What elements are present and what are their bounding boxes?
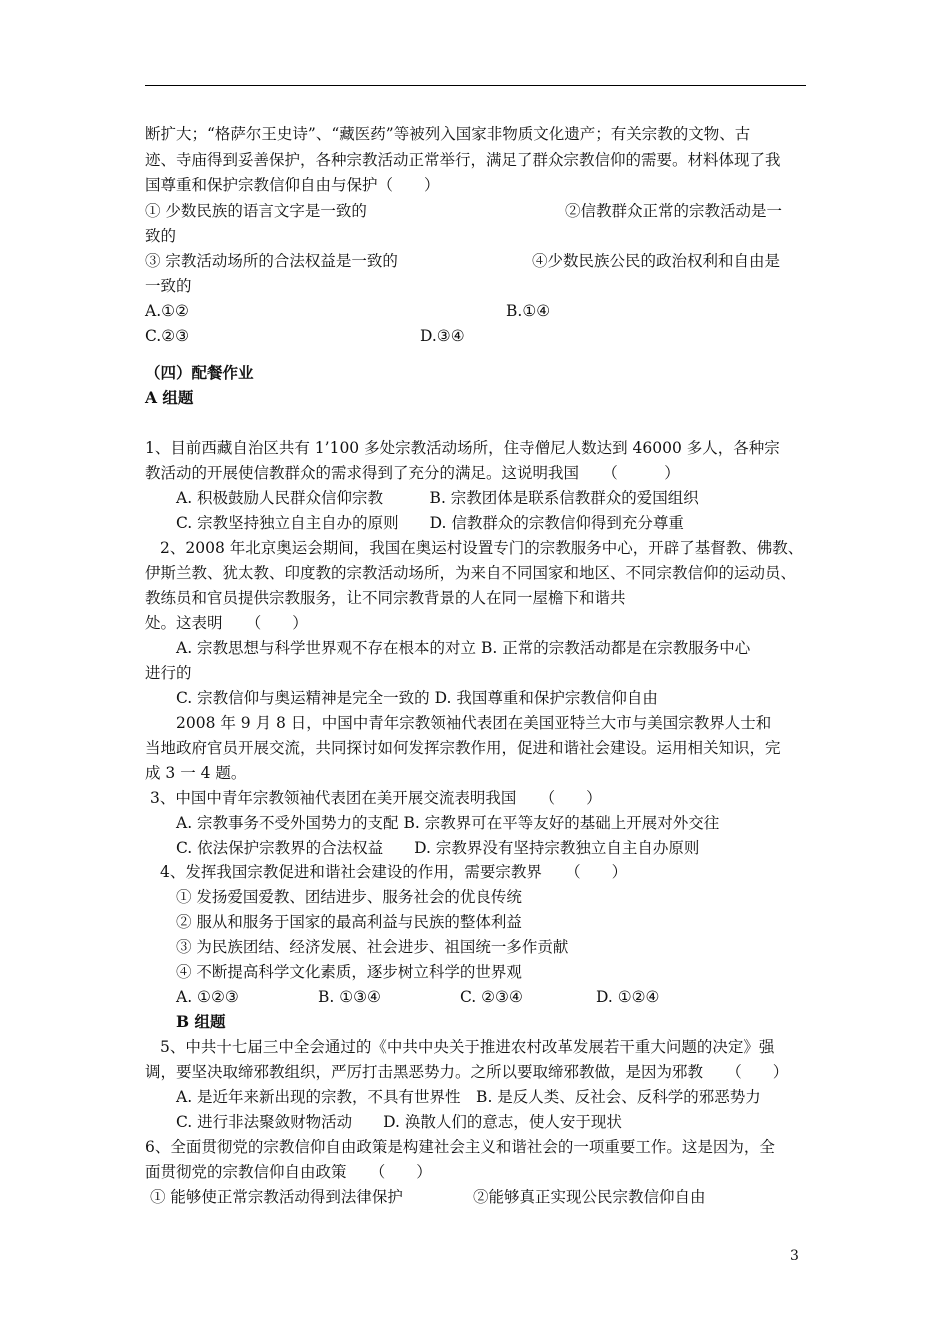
q4-item-1: ① 发扬爱国爱教、团结进步、服务社会的优良传统 bbox=[176, 888, 522, 906]
q4-choice-c: C. ②③④ bbox=[460, 988, 523, 1006]
q4-stem: 4、发挥我国宗教促进和谐社会建设的作用，需要宗教界 （ ） bbox=[160, 863, 628, 881]
q3-options-cd: C. 依法保护宗教界的合法权益 D. 宗教界没有坚持宗教独立自主自办原则 bbox=[176, 839, 700, 857]
q2-line-3: 教练员和官员提供宗教服务，让不同宗教背景的人在同一屋檐下和谐共 bbox=[145, 589, 626, 607]
group-a-heading: A 组题 bbox=[145, 388, 194, 407]
q4-choice-b: B. ①③④ bbox=[318, 988, 381, 1006]
q4-choice-a: A. ①②③ bbox=[176, 988, 239, 1006]
q2-line-4: 处。这表明 （ ） bbox=[145, 614, 308, 632]
q5-options-cd: C. 进行非法聚敛财物活动 D. 涣散人们的意志，使人安于现状 bbox=[176, 1113, 622, 1131]
group-b-heading: B 组题 bbox=[176, 1012, 226, 1031]
q5-line-2: 调，要坚决取缔邪教组织，严厉打击黑恶势力。之所以要取缔邪教做，是因为邪教 （ ） bbox=[145, 1063, 789, 1081]
q6-option-1: ① 能够使正常宗教活动得到法律保护 bbox=[150, 1188, 403, 1206]
q2-options-cd: C. 宗教信仰与奥运精神是完全一致的 D. 我国尊重和保护宗教信仰自由 bbox=[176, 689, 658, 707]
q2-options-ab: A. 宗教思想与科学世界观不存在根本的对立 B. 正常的宗教活动都是在宗教服务中心 bbox=[176, 639, 751, 657]
q1-line-1: 1、目前西藏自治区共有 1’100 多处宗教活动场所，住寺僧尼人数达到 46000 多人，各种宗 bbox=[145, 439, 780, 457]
q2-line-2: 伊斯兰教、犹太教、印度教的宗教活动场所，为来自不同国家和地区、不同宗教信仰的运动员、 bbox=[145, 564, 797, 582]
q1-options-cd: C. 宗教坚持独立自主自办的原则 D. 信教群众的宗教信仰得到充分尊重 bbox=[176, 514, 684, 532]
q1-options-ab: A. 积极鼓励人民群众信仰宗教 B. 宗教团体是联系信教群众的爱国组织 bbox=[176, 489, 699, 507]
intro-option-4-cont: 一致的 bbox=[145, 277, 192, 295]
q1-line-2: 教活动的开展使信教群众的需求得到了充分的满足。这说明我国 （ ） bbox=[145, 464, 680, 482]
q4-item-3: ③ 为民族团结、经济发展、社会进步、祖国统一多作贡献 bbox=[176, 938, 569, 956]
q2-options-ab-cont: 进行的 bbox=[145, 664, 192, 682]
q5-line-1: 5、中共十七届三中全会通过的《中共中央关于推进农村改革发展若干重大问题的决定》强 bbox=[160, 1038, 775, 1056]
q3-options-ab: A. 宗教事务不受外国势力的支配 B. 宗教界可在平等友好的基础上开展对外交往 bbox=[176, 814, 720, 832]
intro-choice-b: B.①④ bbox=[506, 302, 551, 320]
q6-line-1: 6、全面贯彻党的宗教信仰自由政策是构建社会主义和谐社会的一项重要工作。这是因为，全 bbox=[145, 1138, 775, 1156]
intro-option-2: ②信教群众正常的宗教活动是一 bbox=[565, 202, 783, 220]
header-rule bbox=[145, 85, 806, 86]
q6-option-2: ②能够真正实现公民宗教信仰自由 bbox=[473, 1188, 706, 1206]
intro-option-2-cont: 致的 bbox=[145, 227, 177, 245]
q2-line-1: 2、2008 年北京奥运会期间，我国在奥运村设置专门的宗教服务中心，开辟了基督教、佛教、 bbox=[160, 539, 804, 557]
section-title: （四）配餐作业 bbox=[145, 363, 254, 382]
intro-line-2: 迹、寺庙得到妥善保护，各种宗教活动正常举行，满足了群众宗教信仰的需要。材料体现了我 bbox=[145, 151, 781, 169]
material-line-2: 当地政府官员开展交流，共同探讨如何发挥宗教作用，促进和谐社会建设。运用相关知识，完 bbox=[145, 739, 781, 757]
intro-choice-d: D.③④ bbox=[420, 327, 465, 345]
intro-choice-c: C.②③ bbox=[145, 327, 190, 345]
intro-line-1: 断扩大；“格萨尔王史诗”、“藏医药”等被列入国家非物质文化遗产；有关宗教的文物、古 bbox=[145, 125, 751, 143]
page-number: 3 bbox=[790, 1248, 799, 1264]
q4-item-4: ④ 不断提高科学文化素质，逐步树立科学的世界观 bbox=[176, 963, 522, 981]
intro-option-4: ④少数民族公民的政治权利和自由是 bbox=[532, 252, 781, 270]
q4-choice-d: D. ①②④ bbox=[596, 988, 660, 1006]
q6-line-2: 面贯彻党的宗教信仰自由政策 （ ） bbox=[145, 1163, 432, 1181]
material-line-1: 2008 年 9 月 8 日，中国中青年宗教领袖代表团在美国亚特兰大市与美国宗教界人士和 bbox=[176, 714, 772, 732]
q4-item-2: ② 服从和服务于国家的最高利益与民族的整体利益 bbox=[176, 913, 522, 931]
intro-line-3: 国尊重和保护宗教信仰自由与保护（ ） bbox=[145, 176, 440, 194]
q3-stem: 3、中国中青年宗教领袖代表团在美开展交流表明我国 （ ） bbox=[150, 789, 602, 807]
intro-option-1: ① 少数民族的语言文字是一致的 bbox=[145, 202, 367, 220]
intro-option-3: ③ 宗教活动场所的合法权益是一致的 bbox=[145, 252, 398, 270]
material-line-3: 成 3 一 4 题。 bbox=[145, 764, 247, 782]
intro-choice-a: A.①② bbox=[145, 302, 189, 320]
q5-options-ab: A. 是近年来新出现的宗教，不具有世界性 B. 是反人类、反社会、反科学的邪恶势力 bbox=[176, 1088, 761, 1106]
